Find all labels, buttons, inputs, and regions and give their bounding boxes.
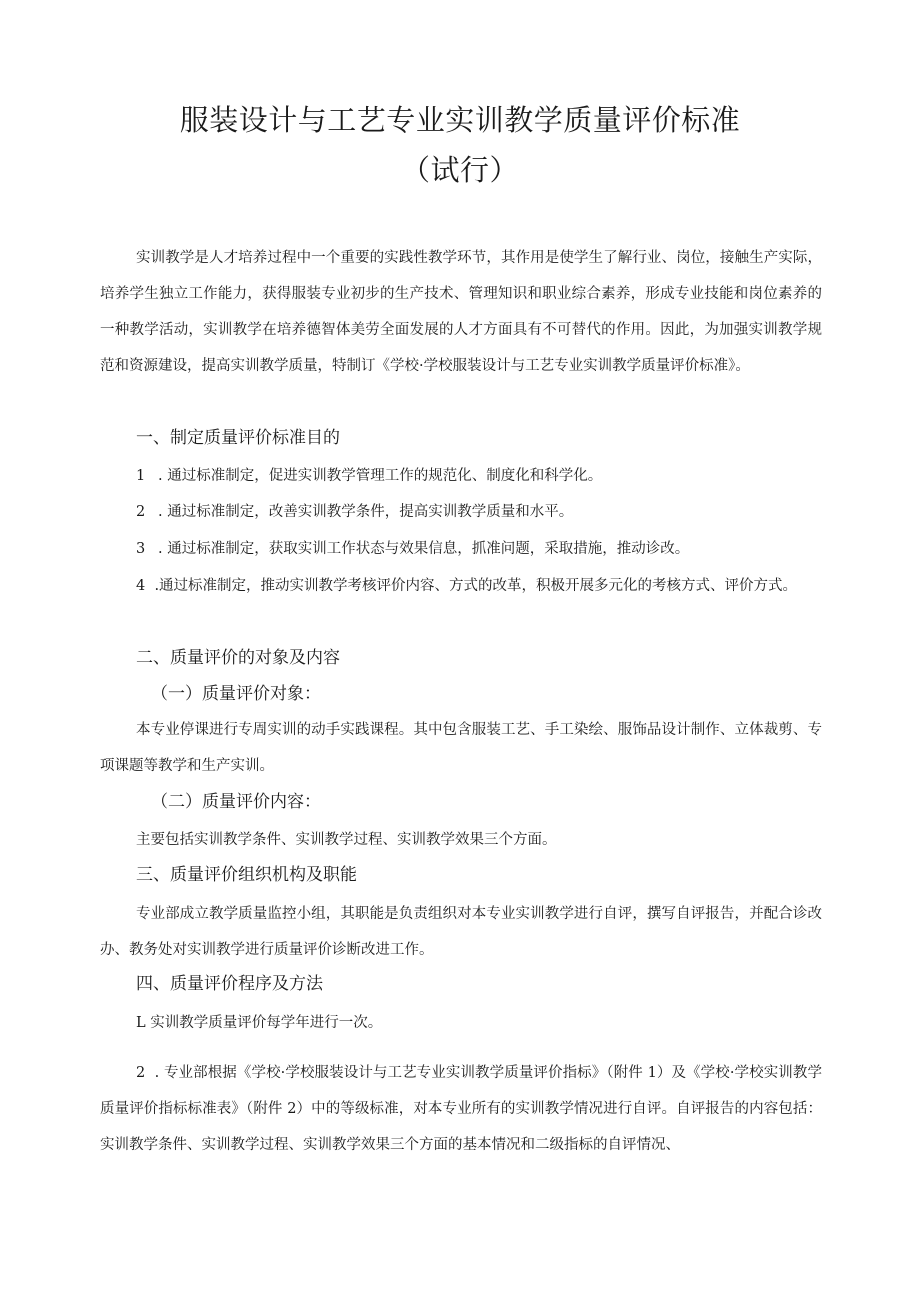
section2-heading: 二、质量评价的对象及内容: [136, 648, 340, 668]
item-number: 2: [136, 504, 146, 520]
section4-item-2: [100, 1055, 822, 1163]
item-text: . 通过标准制定，获取实训工作状态与效果信息，抓准问题，采取措施，推动诊改。: [158, 541, 690, 557]
intro-paragraph: 实训教学是人才培养过程中一个重要的实践性教学环节，其作用是使学生了解行业、岗位，接触生产实际，培养学生独立工作能力，获得服装专业初步的生产技术、管理知识和职业综合素养，形成专业技能和岗位素养的一种教学活动，实训教学在培养德智体美劳全面发展的人才方面具有不可替代的作用。因此，为加强实训教学规范和资源建设，提高实训教学质量，特制订《学校·学校服装设计与工艺专业实训教学质量评价标准》。: [100, 250, 822, 374]
section2-sub1-heading: （一）质量评价对象：: [151, 684, 321, 704]
section1-item-3: [136, 535, 689, 563]
document-title: 服装设计与工艺专业实训教学质量评价标准: [179, 103, 741, 137]
section3-heading: 三、质量评价组织机构及职能: [136, 865, 357, 885]
item-text: . 通过标准制定，促进实训教学管理工作的规范化、制度化和科学化。: [158, 468, 603, 484]
item-number: 4: [136, 578, 146, 594]
item-text: .通过标准制定，推动实训教学考核评价内容、方式的改革，积极开展多元化的考核方式、评价方式。: [154, 578, 798, 594]
item-number: 3: [136, 541, 146, 557]
section1-item-1: [136, 462, 602, 490]
section1-item-2: [136, 498, 573, 526]
item-number: 2: [136, 1065, 146, 1081]
section4-item-1: L 实训教学质量评价每学年进行一次。: [136, 1015, 383, 1031]
section2-sub2-text: 主要包括实训教学条件、实训教学过程、实训教学效果三个方面。: [136, 832, 557, 848]
section2-sub1-text: 本专业停课进行专周实训的动手实践课程。其中包含服装工艺、手工染绘、服饰品设计制作、立体裁剪、专项课题等教学和生产实训。: [100, 722, 822, 774]
item-text: . 专业部根据《学校·学校服装设计与工艺专业实训教学质量评价指标》（附件 1）及《学校·学校实训教学质量评价指标标准表》（附件 2）中的等级标准，对本专业所有的实训教学情况进行自评。自评报告的内容包括：实训教学条件、实训教学过程、实训教学效果三个方面的基本情况和二级指标的自评情况、: [100, 1065, 822, 1153]
section1-item-4: [100, 568, 822, 604]
section2-sub2-heading: （二）质量评价内容：: [151, 792, 321, 812]
item-text: . 通过标准制定，改善实训教学条件，提高实训教学质量和水平。: [158, 504, 574, 520]
item-number: 1: [136, 468, 146, 484]
document-subtitle: （试行）: [400, 153, 519, 187]
section4-heading: 四、质量评价程序及方法: [136, 974, 323, 994]
section1-heading: 一、制定质量评价标准目的: [136, 428, 340, 448]
section3-text: 专业部成立教学质量监控小组，其职能是负责组织对本专业实训教学进行自评，撰写自评报告，并配合诊改办、教务处对实训教学进行质量评价诊断改进工作。: [100, 906, 822, 958]
